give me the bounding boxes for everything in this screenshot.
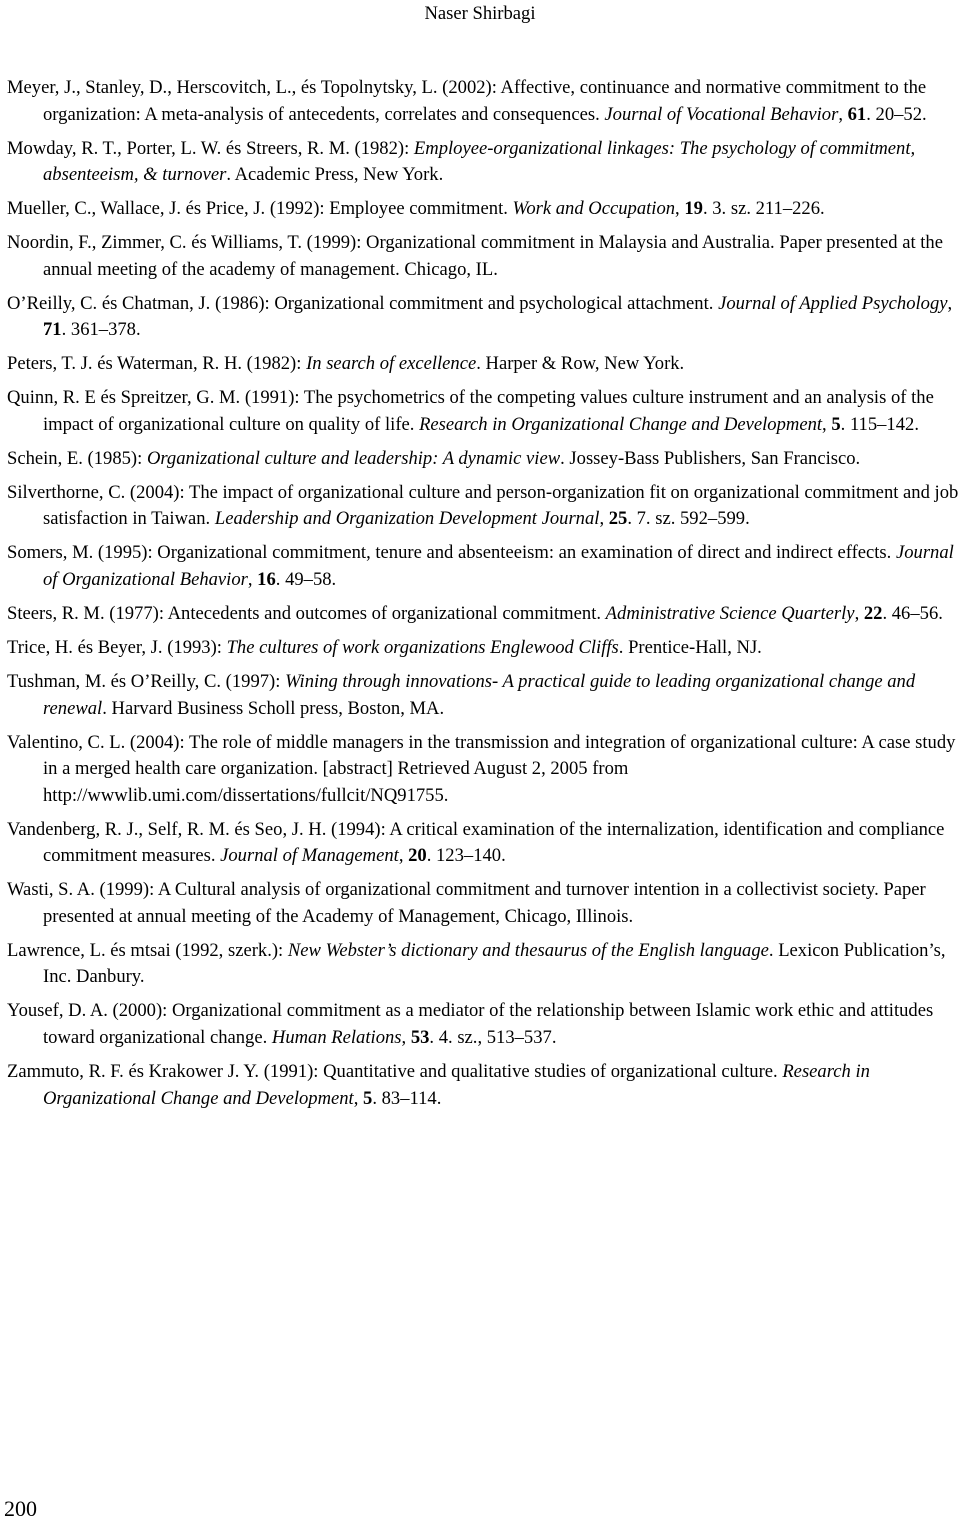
running-header-author: Naser Shirbagi	[424, 3, 536, 24]
reference-text: ,	[675, 198, 685, 220]
reference-source-title: Journal of Applied Psychology	[718, 292, 948, 314]
reference-source-title: Journal of Organizational Behavior	[43, 542, 954, 591]
reference-volume: 61	[847, 103, 867, 125]
reference-entry	[7, 540, 960, 593]
page-number: 200	[4, 1496, 37, 1521]
reference-text: Trice, H. és Beyer, J. (1993):	[7, 636, 227, 658]
reference-volume: 25	[608, 508, 628, 530]
reference-text: Steers, R. M. (1977): Antecedents and outcomes of organizational commitment.	[7, 603, 606, 624]
reference-source-title: Research in Organizational Change and Development	[419, 413, 823, 435]
reference-entry	[7, 385, 960, 438]
reference-text: . 49–58.	[275, 569, 337, 591]
reference-entry	[7, 75, 960, 128]
reference-source-title: In search of excellence	[306, 353, 477, 375]
reference-text: Mowday, R. T., Porter, L. W. és Streers, R. M. (1982):	[7, 137, 414, 159]
reference-text: Peters, T. J. és Waterman, R. H. (1982):	[7, 353, 307, 375]
reference-text: Somers, M. (1995): Organizational commitment, tenure and absenteeism: an examination of direct and indirect effects.	[7, 542, 896, 564]
reference-entry	[7, 480, 960, 533]
reference-entry	[7, 877, 960, 930]
reference-text: . Harvard Business Scholl press, Boston, MA.	[102, 697, 445, 719]
reference-text: Wasti, S. A. (1999): A Cultural analysis of organizational commitment and turnover intention in a collectivist society. Paper presented at annual meeting of the Academy of Management, Chicago, Illinois.	[7, 879, 926, 927]
reference-entry	[7, 635, 960, 662]
reference-text: . 3. sz. 211–226.	[702, 198, 825, 220]
reference-entry	[7, 291, 960, 344]
reference-volume: 19	[684, 198, 703, 220]
reference-text: ,	[247, 569, 258, 591]
reference-text: . Academic Press, New York.	[226, 164, 444, 186]
reference-text: ,	[401, 1027, 411, 1049]
reference-entry	[7, 351, 960, 378]
reference-text: ,	[838, 103, 848, 125]
reference-text: . Prentice-Hall, NJ.	[618, 636, 762, 658]
reference-volume: 5	[363, 1087, 373, 1109]
reference-volume: 22	[863, 603, 883, 624]
reference-text: Noordin, F., Zimmer, C. és Williams, T. (1999): Organizational commitment in Malaysia and Australia. Paper presented at the annual meeting of the academy of management. Chicago, IL.	[7, 232, 943, 280]
reference-text: O’Reilly, C. és Chatman, J. (1986): Organizational commitment and psychological attachment.	[7, 292, 719, 314]
reference-entry	[7, 730, 960, 810]
reference-text: Quinn, R. E és Spreitzer, G. M. (1991): The psychometrics of the competing values culture instrument and an analysis of the impact of organizational culture on quality of life.	[7, 387, 934, 435]
reference-text: Schein, E. (1985):	[7, 447, 147, 469]
reference-source-title: New Webster’s dictionary and thesaurus of the English language	[287, 939, 769, 961]
reference-source-title: Research in Organizational Change and Development	[43, 1061, 870, 1109]
reference-source-title: Journal of Management	[220, 845, 399, 867]
reference-entry	[7, 669, 960, 722]
reference-text: Mueller, C., Wallace, J. és Price, J. (1992): Employee commitment.	[7, 198, 513, 220]
reference-source-title: Employee-organizational linkages: The psychology of commitment, absenteeism, & turnover	[43, 137, 916, 186]
reference-text: ,	[947, 292, 953, 314]
reference-entry	[7, 938, 960, 991]
reference-source-title: Human Relations	[271, 1027, 402, 1049]
reference-text: . Jossey-Bass Publishers, San Francisco.	[560, 447, 861, 469]
reference-text: Silverthorne, C. (2004): The impact of organizational culture and person-organization fit on organizational commitment and job satisfaction in Taiwan.	[7, 481, 959, 530]
reference-source-title: Work and Occupation	[512, 198, 676, 220]
reference-text: ,	[398, 845, 409, 867]
reference-text: ,	[854, 603, 864, 624]
reference-volume: 53	[410, 1027, 430, 1049]
reference-text: ,	[353, 1087, 364, 1109]
reference-text: Yousef, D. A. (2000): Organizational commitment as a mediator of the relationship between Islamic work ethic and attitudes toward organizational change.	[7, 1000, 934, 1049]
reference-source-title: Leadership and Organization Development Journal	[214, 508, 600, 530]
reference-volume: 16	[257, 569, 276, 591]
reference-text: . 123–140.	[426, 845, 506, 867]
reference-text: Lawrence, L. és mtsai (1992, szerk.):	[7, 939, 288, 961]
reference-entry	[7, 601, 960, 628]
reference-source-title: The cultures of work organizations Englewood Cliffs	[226, 636, 619, 658]
reference-text: . 7. sz. 592–599.	[627, 508, 750, 530]
reference-volume: 20	[408, 845, 427, 867]
reference-text: Valentino, C. L. (2004): The role of middle managers in the transmission and integration of organizational culture: A case study in a merged health care organization. [abstract] Retrieved August 2, 2005 from http://wwwlib.umi.com/dissertations/fullcit/NQ91755.	[7, 731, 956, 806]
reference-text: . Lexicon Publication’s, Inc. Danbury.	[43, 939, 946, 988]
reference-source-title: Wining through innovations- A practical guide to leading organizational change and renewal	[43, 670, 916, 719]
reference-entry	[7, 230, 960, 283]
reference-text: . 46–56.	[882, 603, 943, 624]
reference-text: . Harper & Row, New York.	[476, 353, 685, 375]
reference-volume: 5	[831, 413, 841, 435]
reference-entry	[7, 136, 960, 189]
reference-source-title: Administrative Science Quarterly	[605, 603, 855, 624]
reference-entry	[7, 446, 960, 473]
reference-text: ,	[599, 508, 609, 530]
reference-text: Vandenberg, R. J., Self, R. M. és Seo, J. H. (1994): A critical examination of the internalization, identification and compliance commitment measures.	[7, 818, 945, 867]
reference-text: . 361–378.	[61, 319, 141, 341]
reference-entry	[7, 817, 960, 870]
reference-text: Zammuto, R. F. és Krakower J. Y. (1991): Quantitative and qualitative studies of organizational culture.	[7, 1061, 783, 1083]
reference-text: . 83–114.	[372, 1087, 442, 1109]
reference-text: Tushman, M. és O’Reilly, C. (1997):	[7, 670, 286, 692]
reference-text: . 20–52.	[866, 103, 927, 125]
reference-entry	[7, 196, 960, 223]
reference-text: . 115–142.	[840, 413, 919, 435]
reference-text: Meyer, J., Stanley, D., Herscovitch, L., és Topolnytsky, L. (2002): Affective, continuance and normative commitment to the organization: A meta-analysis of antecedents, correlates and consequences.	[7, 77, 927, 125]
reference-source-title: Journal of Vocational Behavior	[604, 103, 839, 125]
reference-text: . 4. sz., 513–537.	[429, 1027, 557, 1049]
reference-entry	[7, 1059, 960, 1112]
reference-source-title: Organizational culture and leadership: A dynamic view	[146, 447, 561, 469]
reference-volume: 71	[43, 319, 62, 341]
reference-entry	[7, 998, 960, 1051]
reference-list	[7, 75, 960, 1120]
reference-text: ,	[822, 413, 832, 435]
